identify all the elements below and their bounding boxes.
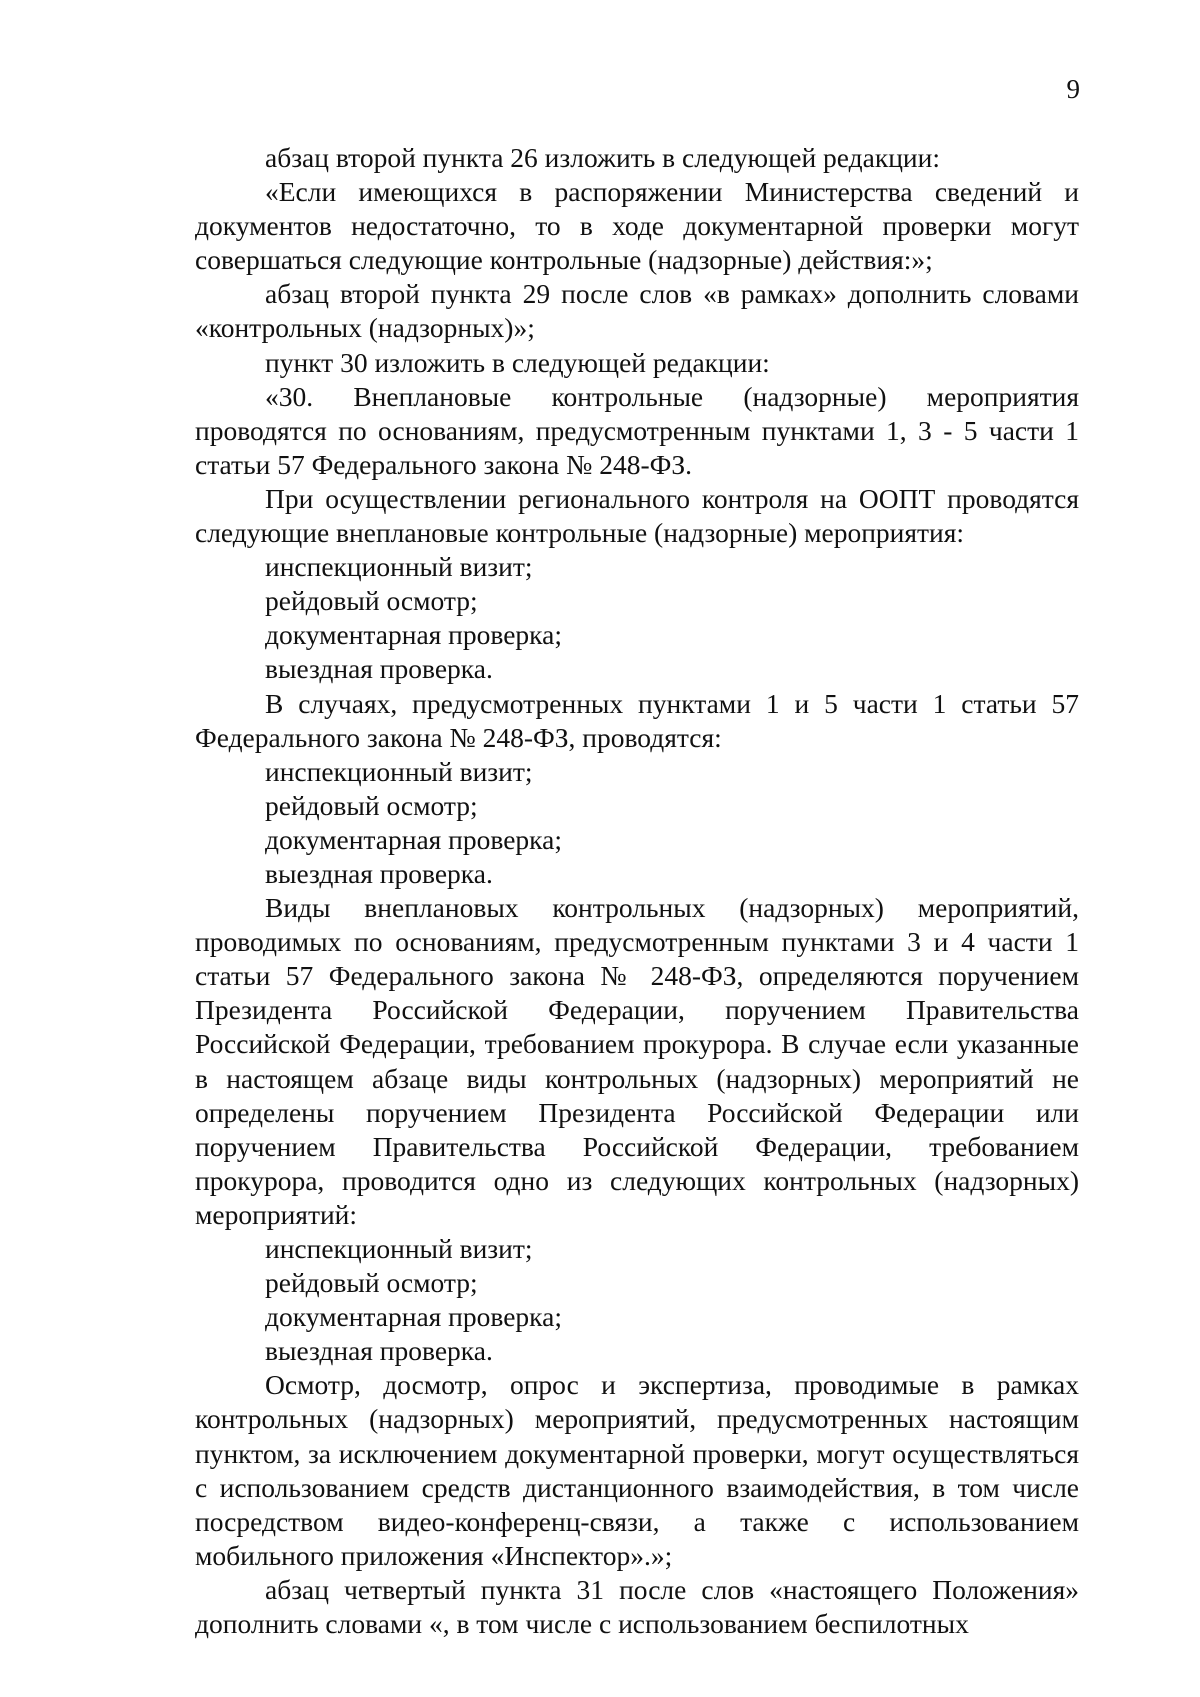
paragraph: В случаях, предусмотренных пунктами 1 и 5 части 1 статьи 57 Федерального закона № 248-ФЗ, проводятся: [195, 687, 1079, 753]
paragraph: абзац второй пункта 29 после слов «в рамках» дополнить словами «контрольных (надзорных)»; [195, 278, 1079, 344]
list-item: инспекционный визит; [265, 755, 533, 787]
paragraph: Осмотр, досмотр, опрос и экспертиза, проводимые в рамках контрольных (надзорных) мероприятий, предусмотренных настоящим пунктом, за исключением документарной проверки, могут осуществляться с использованием средств дистанционного взаимодействия, в том числе посредством видео-конференц-связи, а также с использованием мобильного приложения «Инспектор».»; [195, 1369, 1079, 1571]
list-item: документарная проверка; [265, 823, 562, 855]
list-item: рейдовый осмотр; [265, 1267, 478, 1299]
list-item: рейдовый осмотр; [265, 585, 478, 617]
page-number: 9 [1066, 74, 1080, 104]
paragraph: Виды внеплановых контрольных (надзорных) мероприятий, проводимых по основаниям, предусмотренным пунктами 3 и 4 части 1 статьи 57 Федерального закона № 248-ФЗ, определяются поручением Президента Российской Федерации, поручением Правительства Российской Федерации, требованием прокурора. В случае если указанные в настоящем абзаце виды контрольных (надзорных) мероприятий не определены поручением Президента Российской Федерации или поручением Правительства Российской Федерации, требованием прокурора, проводится одно из следующих контрольных (надзорных) мероприятий: [195, 892, 1079, 1230]
paragraph: «30. Внеплановые контрольные (надзорные) мероприятия проводятся по основаниям, предусмотренным пунктами 1, 3 - 5 части 1 статьи 57 Федерального закона № 248-ФЗ. [195, 380, 1079, 480]
list-item: выездная проверка. [265, 857, 493, 889]
list-item: документарная проверка; [265, 619, 562, 651]
list-item: рейдовый осмотр; [265, 789, 478, 821]
paragraph: абзац четвертый пункта 31 после слов «настоящего Положения» дополнить словами «, в том числе с использованием беспилотных [195, 1573, 1079, 1640]
list-item: инспекционный визит; [265, 551, 533, 583]
list-item: выездная проверка. [265, 1335, 493, 1367]
list-item: выездная проверка. [265, 653, 493, 685]
list-item: инспекционный визит; [265, 1233, 533, 1264]
document-body [195, 141, 1079, 1641]
paragraph: пункт 30 изложить в следующей редакции: [265, 346, 770, 378]
paragraph: «Если имеющихся в распоряжении Министерства сведений и документов недостаточно, то в ходе документарной проверки могут совершаться следующие контрольные (надзорные) действия:»; [195, 176, 1079, 276]
paragraph: При осуществлении регионального контроля на ООПТ проводятся следующие внеплановые контрольные (надзорные) мероприятия: [195, 482, 1079, 549]
list-item: документарная проверка; [265, 1301, 562, 1333]
paragraph: абзац второй пункта 26 изложить в следующей редакции: [265, 142, 940, 173]
